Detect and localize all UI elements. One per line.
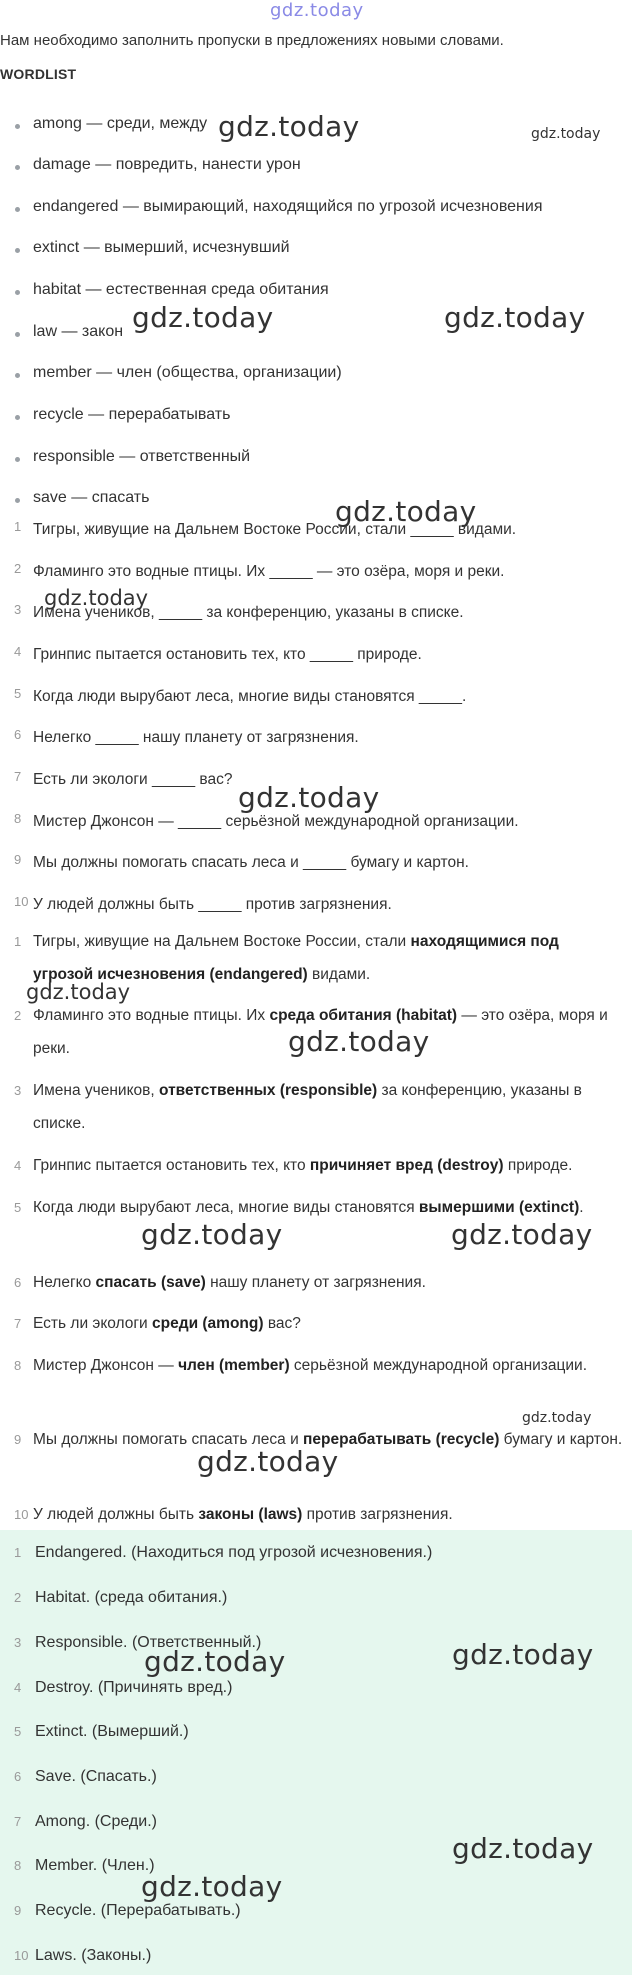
watermark: gdz.today bbox=[141, 1218, 283, 1251]
watermark: gdz.today bbox=[44, 586, 149, 610]
bullet-icon bbox=[15, 457, 20, 462]
answer-highlight: причиняет вред (destroy) bbox=[309, 1157, 504, 1174]
answer-highlight: вымершими (extinct) bbox=[418, 1199, 580, 1216]
bullet-icon bbox=[15, 207, 20, 212]
watermark: gdz.today bbox=[522, 1410, 592, 1426]
watermark: gdz.today bbox=[288, 1025, 430, 1058]
answer-highlight: законы (laws) bbox=[198, 1506, 303, 1523]
watermark: gdz.today bbox=[238, 781, 380, 814]
watermark: gdz.today bbox=[335, 495, 477, 528]
answer-highlight: среда обитания (habitat) bbox=[269, 1007, 458, 1024]
bullet-icon bbox=[15, 248, 20, 253]
bullet-icon bbox=[15, 290, 20, 295]
wordlist-title: WORDLIST bbox=[0, 66, 77, 82]
watermark: gdz.today bbox=[444, 301, 586, 334]
page: gdz.today Нам необходимо заполнить пропуски в предложениях новыми словами. WORDLIST among — среди, между damage — повредить, нанести урон endangered — вымирающий, находящийся по угрозой исчезновения extinct — вымерший, исчезнувший habitat — естественная среда обитания law — закон member — член (общества, организации) recycle — перерабатывать responsible — ответственный save — спасать 1 Тигры, живущие на Дальнем Востоке России, стали _____ видами. 2 Фламинго это водные птицы. Их _____ — это озёра, моря и реки. 3 Имена учеников, _____ за конференцию, указаны в списке. 4 Гринпис пытается остановить тех, кто _____ природе. 5 Когда люди вырубают леса, многие виды становятся _____. 6 Нелегко _____ нашу планету от загрязнения. 7 Есть ли экологи _____ вас? 8 Мистер Джонсон — _____ серьёзной международной организации. 9 Мы должны помогать спасать леса и _____ бумагу и картон. 10 У людей должны быть _____ против загрязнения. 1 Тигры, живущие на Дальнем Востоке России, стали находящимися под угрозой исчезновения (endangered) видами. 2 Фламинго это водные птицы. Их среда обитания (habitat) — это озёра, моря и реки. 3 Имена учеников, ответственных (responsible) за конференцию, указаны в списке. 4 Гринпис пытается остановить тех, кто причиняет вред (destroy) природе. 5 Когда люди вырубают леса, многие виды становятся вымершими (extinct). 6 Нелегко спасать (save) нашу планету от загрязнения. 7 Есть ли экологи среди (among) вас? 8 Мистер Джонсон — член (member) серьёзной международной организации. 9 Мы должны помогать спасать леса и перерабатывать (recycle) бумагу и картон. 10 У людей должны быть законы (laws) против загрязнения. 1 Endangered. (Находиться под угрозой исчезновения.) 2 Habitat. (среда обитания.) 3 Responsible. (Ответственный.) 4 Destroy. (Причинять вред.) 5 Extinct. (Вымерший.) 6 Save. (Спасать.) 7 Among. (Среди.) 8 Member. (Член.) 9 Recycle. (Перерабатывать.) 10 Laws. (Законы.) gdz.today gdz.today gdz.today gdz.today gdz.today gdz.today gdz.today gdz.today gdz.today gdz.today gdz.today gdz.today gdz.today gdz.today gdz.today gdz.today gdz.today bbox=[0, 0, 632, 1975]
answer-highlight: член (member) bbox=[178, 1357, 290, 1374]
answer-highlight: спасать (save) bbox=[95, 1274, 206, 1291]
site-logo[interactable]: gdz.today bbox=[270, 0, 364, 21]
watermark: gdz.today bbox=[218, 110, 360, 143]
answer-highlight: перерабатывать (recycle) bbox=[303, 1431, 500, 1448]
watermark: gdz.today bbox=[452, 1832, 594, 1865]
bullet-icon bbox=[15, 124, 20, 129]
answer-highlight: находящимися под угрозой исчезновения (endangered) bbox=[33, 933, 559, 983]
bullet-icon bbox=[15, 373, 20, 378]
watermark: gdz.today bbox=[531, 126, 601, 142]
watermark: gdz.today bbox=[26, 980, 131, 1004]
bullet-icon bbox=[15, 332, 20, 337]
answer-highlight: ответственных (responsible) bbox=[159, 1082, 378, 1099]
watermark: gdz.today bbox=[451, 1218, 593, 1251]
answer-highlight: среди (among) bbox=[152, 1315, 264, 1332]
watermark: gdz.today bbox=[141, 1870, 283, 1903]
bullet-icon bbox=[15, 498, 20, 503]
bullet-icon bbox=[15, 165, 20, 170]
watermark: gdz.today bbox=[144, 1645, 286, 1678]
intro-text: Нам необходимо заполнить пропуски в предложениях новыми словами. bbox=[0, 32, 504, 49]
answers-block: 1 Endangered. (Находиться под угрозой исчезновения.) 2 Habitat. (среда обитания.) 3 Responsible. (Ответственный.) 4 Destroy. (Причинять вред.) 5 Extinct. (Вымерший.) 6 Save. (Спасать.) 7 Among. (Среди.) 8 Member. (Член.) 9 Recycle. (Перерабатывать.) 10 Laws. (Законы.) bbox=[0, 1530, 632, 1975]
watermark: gdz.today bbox=[197, 1445, 339, 1478]
watermark: gdz.today bbox=[452, 1638, 594, 1671]
bullet-icon bbox=[15, 415, 20, 420]
watermark: gdz.today bbox=[132, 301, 274, 334]
